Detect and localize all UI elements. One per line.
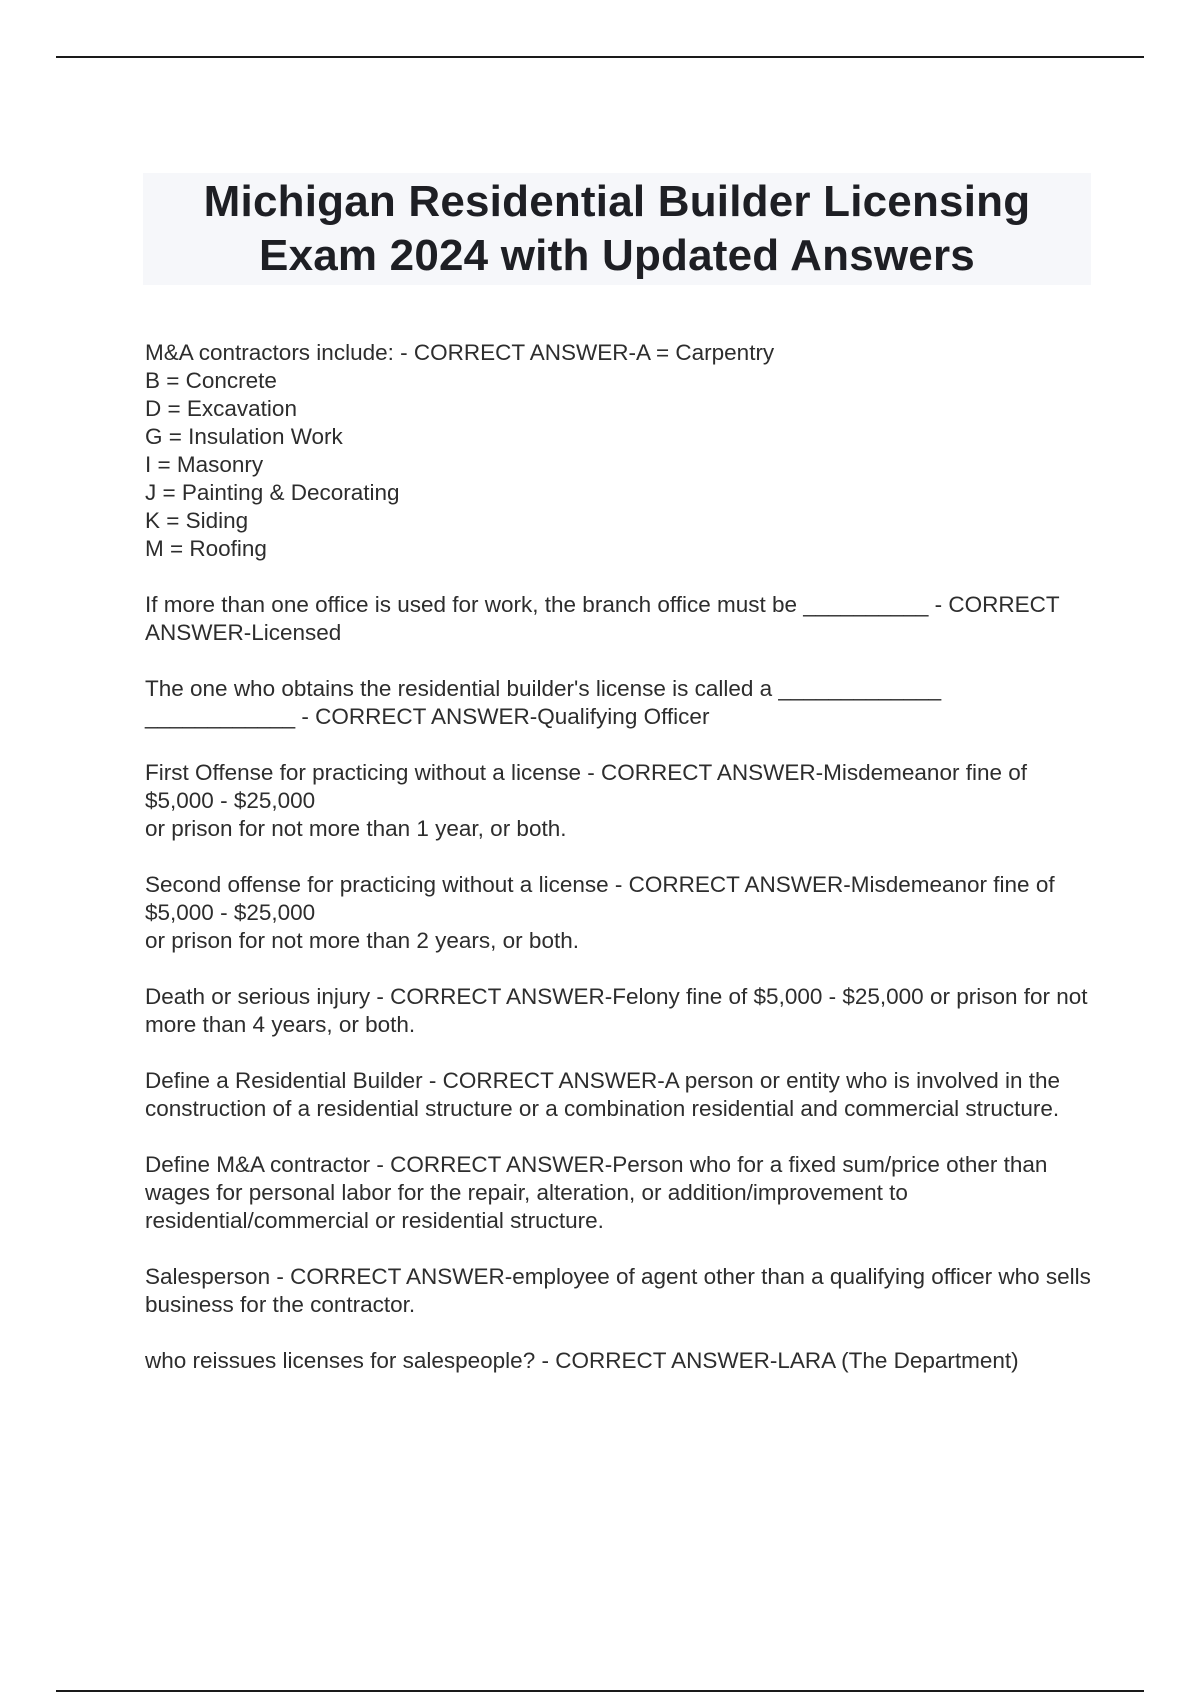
top-rule [56, 56, 1144, 58]
answer-text: Licensed [251, 620, 342, 645]
question-text: M&A contractors include: [145, 340, 394, 365]
qa-item-ma-contractor-definition [145, 1151, 1095, 1235]
title-banner [143, 173, 1091, 285]
qa-item-qualifying-officer [145, 675, 1095, 731]
qa-item-death-injury [145, 983, 1095, 1039]
answer-text: A person or entity who is involved in the construction of a residential structure or a combination residential and commercial structure. [145, 1068, 1061, 1121]
answer-text: Person who for a fixed sum/price other than wages for personal labor for the repair, alteration, or addition/improvement to residential/commercial or residential structure. [145, 1152, 1048, 1233]
answer-marker: - CORRECT ANSWER- [535, 1348, 778, 1373]
qa-item-residential-builder [145, 1067, 1095, 1123]
answer-marker: - CORRECT ANSWER- [370, 1152, 613, 1177]
answer-marker: - CORRECT ANSWER- [393, 340, 636, 365]
answer-text: A = Carpentry B = Concrete D = Excavation G = Insulation Work I = Masonry J = Painting & Decorating K = Siding M = Roofing [145, 340, 775, 561]
answer-marker: - CORRECT ANSWER- [145, 592, 1060, 645]
qa-item-second-offense [145, 871, 1095, 955]
qa-item-ma-contractors [145, 339, 1095, 563]
answer-text: employee of agent other than a qualifying officer who sells business for the contractor. [145, 1264, 1091, 1317]
qa-list [145, 339, 1095, 1403]
answer-text: Felony fine of $5,000 - $25,000 or prison for not more than 4 years, or both. [145, 984, 1088, 1037]
answer-marker: - CORRECT ANSWER- [608, 872, 851, 897]
answer-text: Misdemeanor fine of $5,000 - $25,000 or prison for not more than 1 year, or both. [145, 760, 1027, 841]
question-text: If more than one office is used for work, the branch office must be __________ [145, 592, 929, 617]
qa-item-salesperson [145, 1263, 1095, 1319]
qa-item-branch-office [145, 591, 1095, 647]
answer-text: LARA (The Department) [777, 1348, 1019, 1373]
answer-marker: - CORRECT ANSWER- [295, 704, 538, 729]
bottom-rule [56, 1690, 1144, 1692]
qa-item-reissues-licenses [145, 1347, 1095, 1375]
question-text: The one who obtains the residential builder's license is called a _____________ ____________ [145, 676, 942, 729]
question-text: who reissues licenses for salespeople? [145, 1348, 536, 1373]
document-title: Michigan Residential Builder Licensing Exam 2024 with Updated Answers [203, 177, 1031, 280]
qa-item-first-offense [145, 759, 1095, 843]
answer-text: Misdemeanor fine of $5,000 - $25,000 or prison for not more than 2 years, or both. [145, 872, 1055, 953]
answer-marker: - CORRECT ANSWER- [370, 984, 613, 1009]
question-text: Death or serious injury [145, 984, 371, 1009]
question-text: Define M&A contractor [145, 1152, 371, 1177]
question-text: Define a Residential Builder [145, 1068, 423, 1093]
answer-text: Qualifying Officer [537, 704, 710, 729]
question-text: First Offense for practicing without a license [145, 760, 582, 785]
answer-marker: - CORRECT ANSWER- [270, 1264, 513, 1289]
question-text: Salesperson [145, 1264, 271, 1289]
answer-marker: - CORRECT ANSWER- [581, 760, 824, 785]
answer-marker: - CORRECT ANSWER- [422, 1068, 665, 1093]
question-text: Second offense for practicing without a license [145, 872, 609, 897]
